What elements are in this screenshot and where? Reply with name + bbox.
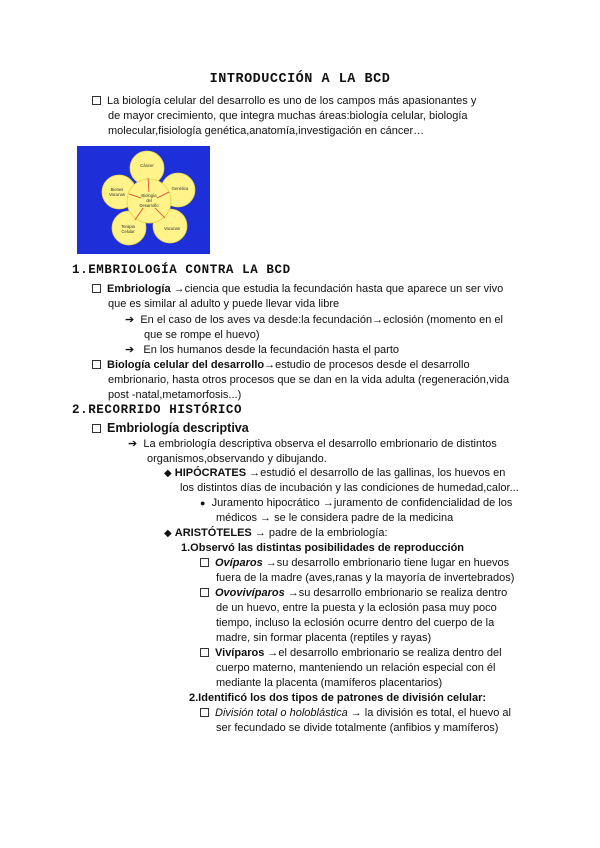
checkbox-icon [200,648,209,657]
intro-line: de mayor crecimiento, que integra muchas áreas:biología celular, biología [108,110,468,122]
text-line: La embriología descriptiva observa el desarrollo embrionario de distintos [143,438,497,450]
text-line: que se rompe el huevo) [144,329,260,341]
text-line: madre, sin formar placenta (reptiles y rayas) [216,632,432,644]
term: Ovíparos [215,557,263,569]
embriologia-item [92,282,592,312]
term: ARISTÓTELES [174,527,252,539]
checkbox-icon [92,96,101,105]
diamond-bullet-icon: ◆ [164,528,172,539]
text-line: embrionario, hasta otros procesos que se dan en la vida adulta (regeneración,vida [108,374,510,386]
oviparos-item [200,556,595,586]
hipocrates-item [164,466,594,496]
text-line: → la división es total, el huevo al [347,707,511,719]
center-label: Desarrollo [139,203,159,208]
petal-label: Celular [121,229,135,234]
text-line: cuerpo materno, manteniendo un relación especial con él [216,662,496,674]
term: Embriología [107,283,171,295]
term: Ovovivíparos [215,587,285,599]
intro-line: La biología celular del desarrollo es uno de los campos más apasionantes y [107,95,477,107]
petal-label: Vacunas [109,192,125,197]
text-line: →estudio de procesos desde el desarrollo [264,359,470,371]
text-line: →estudió el desarrollo de las gallinas, los huevos en [246,467,506,479]
petal-label: Vacunas [164,226,180,231]
text-line: los distintos días de incubación y las condiciones de humedad,calor... [180,482,519,494]
term: Vivíparos [215,647,265,659]
term: Biología celular del desarrollo [107,359,265,371]
bcd-flower-diagram [77,146,210,254]
arrow-bullet-icon: ➔ [128,438,138,450]
checkbox-icon [200,708,209,717]
text-line: En el caso de los aves va desde:la fecundación→eclosión (momento en el [140,314,503,326]
text-line: →el desarrollo embrionario se realiza dentro del [264,647,502,659]
petal-label: Bienes [110,187,124,192]
ovoviviparos-item [200,586,595,646]
flower-diagram-svg [77,146,210,254]
text-line: médicos → se le considera padre de la medicina [216,512,454,524]
text-line: Juramento hipocrático →juramento de confidencialidad de los [211,497,513,509]
term: HIPÓCRATES [174,467,247,479]
descriptiva-item [128,437,593,467]
bcd-item [92,358,592,403]
checkbox-icon [200,558,209,567]
observo-heading: 1.Observó las distintas posibilidades de reproducción [181,542,465,554]
text-line: →su desarrollo embrionario tiene lugar en huevos [262,557,510,569]
intro-paragraph [92,94,592,139]
checkbox-icon [92,284,101,293]
section2-heading: 2.RECORRIDO HISTÓRICO [72,403,243,417]
text-line: → padre de la embriología: [251,527,388,539]
checkbox-icon [92,360,101,369]
descriptiva-heading [92,421,249,435]
diamond-bullet-icon: ◆ [164,468,172,479]
text-line: que es similar al adulto y puede llevar vida libre [108,298,340,310]
text-line: mediante la placenta (mamíferos placentarios) [216,677,443,689]
petal-label: Cáncer [140,163,154,168]
text-line: ser fecundado se divide totalmente (anfibios y mamíferos) [216,722,499,734]
section1-heading: 1.EMBRIOLOGÍA CONTRA LA BCD [72,263,291,277]
petal-label: Genética [171,186,189,191]
text-line: →su desarrollo embrionario se realiza dentro [284,587,508,599]
text-line: Embriología descriptiva [107,421,249,435]
checkbox-icon [92,424,101,433]
center-label: Biología [141,193,157,198]
viviparos-item [200,646,595,691]
intro-line: molecular,fisiología genética,anatomía,investigación en cáncer… [108,125,425,137]
arrow-bullet-icon: ➔ [125,344,135,356]
page-title: INTRODUCCIÓN A LA BCD [209,72,391,87]
dot-bullet-icon: ● [200,498,206,508]
checkbox-icon [200,588,209,597]
term: División total o holoblástica [215,707,348,719]
division-total-item [200,706,595,736]
text-line: tiempo, incluso la eclosión ocurre dentro del cuerpo de la [216,617,495,629]
division-heading: 2.Identificó los dos tipos de patrones de división celular: [189,692,487,704]
arrow-bullet-icon: ➔ [125,314,135,326]
embriologia-subitem [125,313,595,343]
juramento-item [200,496,595,526]
embriologia-subitem [125,343,595,358]
center-label: del [146,198,152,203]
text-line: de un huevo, entre la puesta y la eclosión pasa muy poco [216,602,497,614]
petal-label: Terapia [121,224,135,229]
text-line: →ciencia que estudia la fecundación hasta que aparece un ser vivo [170,283,504,295]
aristoteles-item [164,526,594,541]
text-line: fuera de la madre (aves,ranas y la mayoría de invertebrados) [216,572,515,584]
text-line: post -natal,metamorfosis...) [108,389,242,401]
text-line: En los humanos desde la fecundación hasta el parto [140,344,400,356]
text-line: organismos,observando y dibujando. [147,453,327,465]
